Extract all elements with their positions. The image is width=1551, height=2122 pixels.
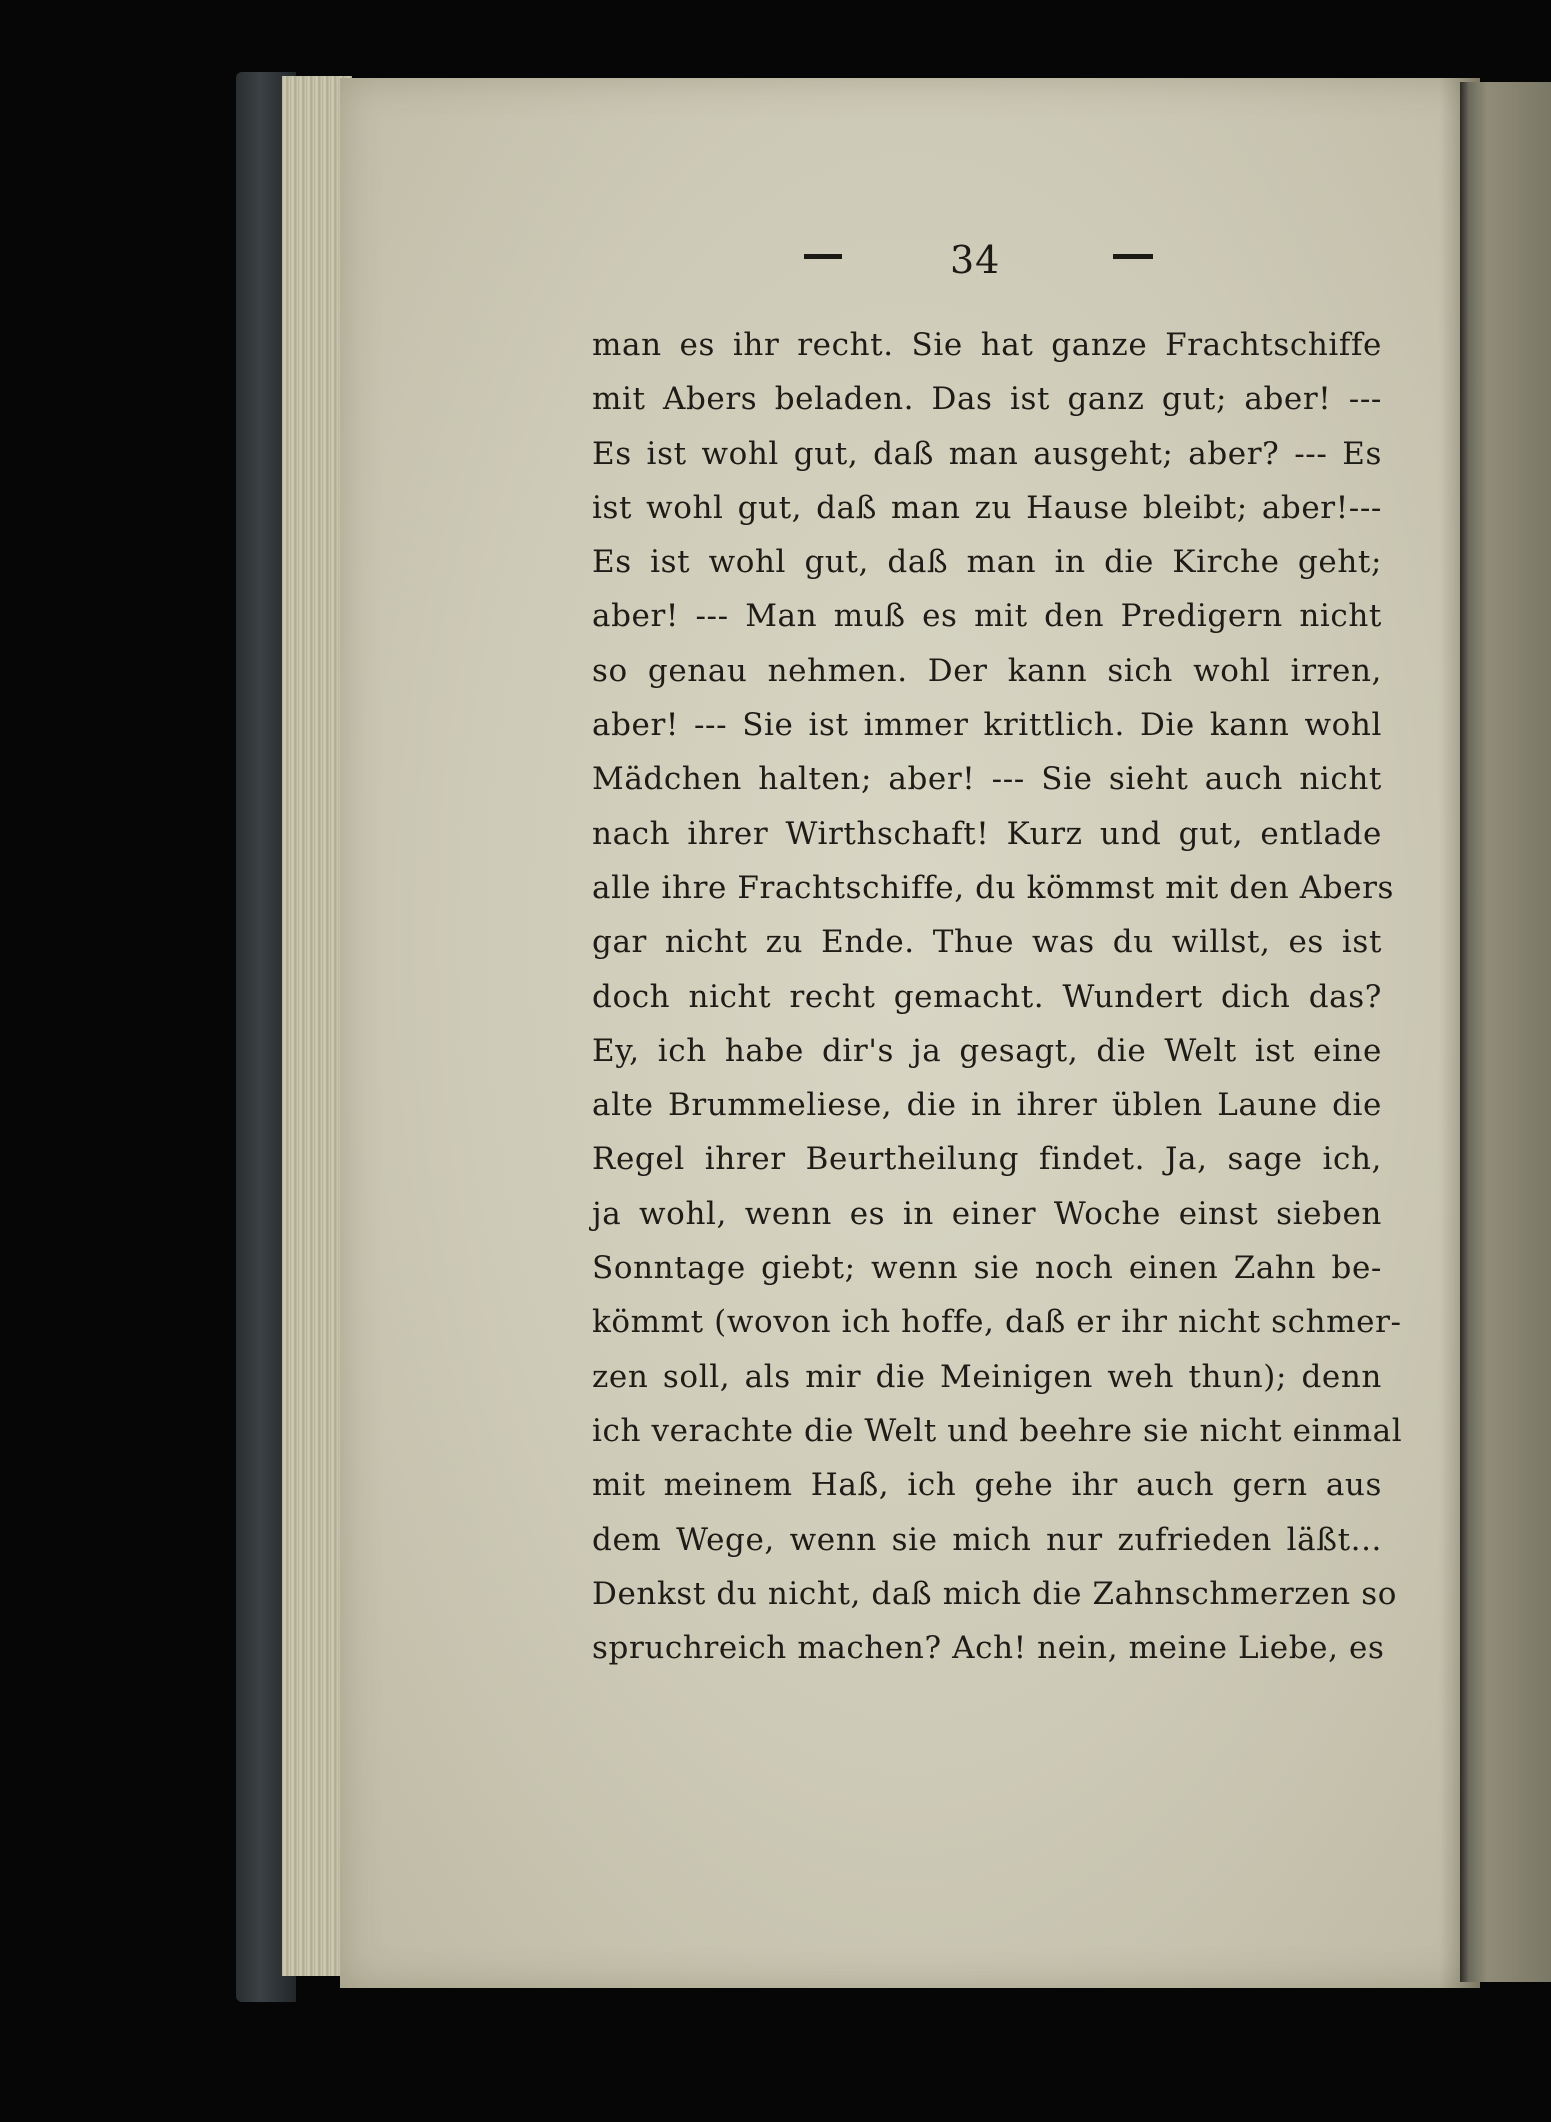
text-line: Regel ihrer Beurtheilung findet. Ja, sage ich, bbox=[592, 1141, 1382, 1178]
text-line: gar nicht zu Ende. Thue was du willst, es ist bbox=[592, 924, 1382, 961]
text-line: nach ihrer Wirthschaft! Kurz und gut, entlade bbox=[592, 815, 1382, 852]
text-line: alte Brummeliese, die in ihrer üblen Laune die bbox=[592, 1087, 1382, 1124]
text-line: Sonntage giebt; wenn sie noch einen Zahn be- bbox=[592, 1250, 1382, 1287]
text-line: mit meinem Haß, ich gehe ihr auch gern aus bbox=[592, 1467, 1382, 1504]
text-line: Denkst du nicht, daß mich die Zahnschmerzen so bbox=[592, 1575, 1397, 1612]
header-dash-left bbox=[804, 254, 842, 259]
text-line: kömmt (wovon ich hoffe, daß er ihr nicht schmer- bbox=[592, 1304, 1402, 1341]
text-line: Es ist wohl gut, daß man in die Kirche geht; bbox=[592, 544, 1382, 581]
page-number: 34 bbox=[950, 238, 1001, 282]
page-body-text bbox=[592, 318, 1403, 1675]
text-line: zen soll, als mir die Meinigen weh thun); denn bbox=[592, 1358, 1382, 1395]
text-line: so genau nehmen. Der kann sich wohl irren, bbox=[592, 652, 1382, 689]
text-line: man es ihr recht. Sie hat ganze Frachtschiffe bbox=[592, 327, 1382, 363]
text-line: dem Wege, wenn sie mich nur zufrieden läßt... bbox=[592, 1521, 1382, 1558]
text-line: ja wohl, wenn es in einer Woche einst sieben bbox=[592, 1195, 1382, 1232]
text-line: aber! --- Sie ist immer krittlich. Die kann wohl bbox=[592, 707, 1382, 744]
page-header bbox=[0, 238, 1551, 298]
header-dash-right bbox=[1113, 254, 1153, 259]
text-line: spruchreich machen? Ach! nein, meine Liebe, es bbox=[592, 1630, 1385, 1667]
text-line: doch nicht recht gemacht. Wundert dich das? bbox=[592, 978, 1382, 1015]
text-line: Es ist wohl gut, daß man ausgeht; aber? --- Es bbox=[592, 435, 1382, 472]
text-line: ist wohl gut, daß man zu Hause bleibt; aber!--- bbox=[592, 489, 1382, 526]
text-line: aber! --- Man muß es mit den Predigern nicht bbox=[592, 598, 1382, 635]
text-line: alle ihre Frachtschiffe, du kömmst mit den Abers bbox=[592, 869, 1395, 906]
text-line: Ey, ich habe dir's ja gesagt, die Welt ist eine bbox=[592, 1032, 1382, 1069]
facing-page-edge bbox=[1460, 82, 1551, 1982]
text-line: mit Abers beladen. Das ist ganz gut; aber! --- bbox=[592, 381, 1382, 418]
text-line: Mädchen halten; aber! --- Sie sieht auch nicht bbox=[592, 761, 1382, 798]
text-line: ich verachte die Welt und beehre sie nicht einmal bbox=[592, 1412, 1403, 1449]
